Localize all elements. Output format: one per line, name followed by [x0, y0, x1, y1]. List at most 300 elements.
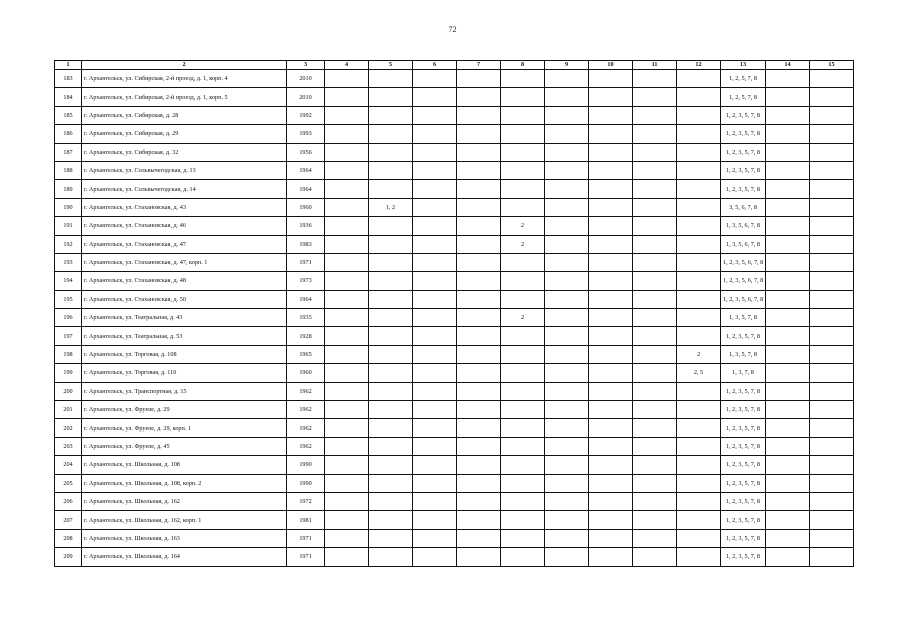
col-8-cell: [501, 125, 545, 143]
col-12-cell: [677, 382, 721, 400]
table-row: [55, 88, 854, 106]
col-10-cell: [589, 529, 633, 547]
table-row: [55, 364, 854, 382]
col-13-cell: 1, 3, 7, 8: [721, 364, 766, 382]
col-13-cell: 3, 5, 6, 7, 8: [721, 198, 766, 216]
row-number-cell: 183: [55, 70, 82, 88]
col-10-cell: [589, 382, 633, 400]
col-5-cell: [369, 548, 413, 566]
year-cell: 1971: [287, 548, 325, 566]
address-cell: г. Архангельск, ул. Транспортная, д. 15: [82, 382, 287, 400]
col-15-cell: [810, 437, 854, 455]
col-8-cell: [501, 290, 545, 308]
col-6-cell: [413, 529, 457, 547]
col-4-cell: [325, 364, 369, 382]
row-number-cell: 188: [55, 161, 82, 179]
col-9-cell: [545, 382, 589, 400]
col-12-cell: [677, 419, 721, 437]
address-cell: г. Архангельск, ул. Торговая, д. 110: [82, 364, 287, 382]
col-6-cell: [413, 198, 457, 216]
year-cell: 1973: [287, 272, 325, 290]
row-number-cell: 186: [55, 125, 82, 143]
address-cell: г. Архангельск, ул. Стахановская, д. 48: [82, 272, 287, 290]
col-5-cell: [369, 529, 413, 547]
table-row: [55, 548, 854, 566]
col-13-cell: 1, 2, 3, 5, 7, 8: [721, 161, 766, 179]
col-4-cell: [325, 511, 369, 529]
col-6-cell: [413, 548, 457, 566]
col-12-cell: 2: [677, 345, 721, 363]
table-body: [55, 70, 854, 567]
col-7-cell: [457, 419, 501, 437]
row-number-cell: 192: [55, 235, 82, 253]
col-15-cell: [810, 106, 854, 124]
col-7-cell: [457, 180, 501, 198]
row-number-cell: 194: [55, 272, 82, 290]
col-15-cell: [810, 161, 854, 179]
col-4-cell: [325, 382, 369, 400]
row-number-cell: 203: [55, 437, 82, 455]
col-14-cell: [766, 143, 810, 161]
col-12-cell: [677, 511, 721, 529]
col-10-cell: [589, 143, 633, 161]
col-11-cell: [633, 125, 677, 143]
col-6-cell: [413, 327, 457, 345]
col-4-cell: [325, 345, 369, 363]
col-9-cell: [545, 272, 589, 290]
col-14-cell: [766, 345, 810, 363]
year-cell: 1971: [287, 253, 325, 271]
row-number-cell: 207: [55, 511, 82, 529]
table-row: [55, 437, 854, 455]
col-8-cell: [501, 511, 545, 529]
col-9-cell: [545, 492, 589, 510]
col-11-cell: [633, 529, 677, 547]
col-12-cell: [677, 253, 721, 271]
col-10-cell: [589, 253, 633, 271]
col-4-cell: [325, 272, 369, 290]
year-cell: 1928: [287, 327, 325, 345]
col-13-cell: 1, 2, 3, 5, 7, 8: [721, 548, 766, 566]
header-row: [55, 61, 854, 70]
col-7-cell: [457, 474, 501, 492]
address-cell: г. Архангельск, ул. Театральная, д. 53: [82, 327, 287, 345]
row-number-cell: 206: [55, 492, 82, 510]
col-8-cell: 2: [501, 235, 545, 253]
col-14-cell: [766, 401, 810, 419]
col-7-cell: [457, 217, 501, 235]
col-13-cell: 1, 2, 3, 5, 7, 8: [721, 419, 766, 437]
column-header-12: 12: [677, 61, 721, 70]
col-8-cell: 2: [501, 309, 545, 327]
year-cell: 1960: [287, 364, 325, 382]
col-9-cell: [545, 217, 589, 235]
col-6-cell: [413, 437, 457, 455]
col-15-cell: [810, 511, 854, 529]
col-11-cell: [633, 345, 677, 363]
col-6-cell: [413, 70, 457, 88]
column-header-5: 5: [369, 61, 413, 70]
address-cell: г. Архангельск, ул. Школьная, д. 162, корп. 1: [82, 511, 287, 529]
table-row: [55, 309, 854, 327]
col-14-cell: [766, 290, 810, 308]
col-10-cell: [589, 419, 633, 437]
col-4-cell: [325, 456, 369, 474]
col-8-cell: [501, 548, 545, 566]
column-header-14: 14: [766, 61, 810, 70]
col-9-cell: [545, 511, 589, 529]
col-14-cell: [766, 88, 810, 106]
table-row: [55, 401, 854, 419]
col-7-cell: [457, 437, 501, 455]
col-5-cell: [369, 511, 413, 529]
col-12-cell: [677, 106, 721, 124]
col-11-cell: [633, 217, 677, 235]
year-cell: 1962: [287, 382, 325, 400]
col-12-cell: [677, 217, 721, 235]
year-cell: 1983: [287, 235, 325, 253]
col-14-cell: [766, 253, 810, 271]
col-6-cell: [413, 345, 457, 363]
column-header-13: 13: [721, 61, 766, 70]
col-14-cell: [766, 161, 810, 179]
col-10-cell: [589, 437, 633, 455]
address-cell: г. Архангельск, ул. Сибирская, 2-й проезд, д. 1, корп. 4: [82, 70, 287, 88]
col-15-cell: [810, 456, 854, 474]
table-row: [55, 290, 854, 308]
column-header-8: 8: [501, 61, 545, 70]
col-6-cell: [413, 511, 457, 529]
col-14-cell: [766, 474, 810, 492]
col-6-cell: [413, 382, 457, 400]
year-cell: 1990: [287, 456, 325, 474]
col-5-cell: [369, 143, 413, 161]
address-cell: г. Архангельск, ул. Торговая, д. 108: [82, 345, 287, 363]
col-9-cell: [545, 419, 589, 437]
col-8-cell: [501, 382, 545, 400]
col-12-cell: [677, 143, 721, 161]
table-row: [55, 529, 854, 547]
table-row: [55, 382, 854, 400]
col-12-cell: [677, 474, 721, 492]
col-7-cell: [457, 253, 501, 271]
col-8-cell: [501, 253, 545, 271]
col-8-cell: [501, 143, 545, 161]
col-7-cell: [457, 88, 501, 106]
year-cell: 1964: [287, 290, 325, 308]
col-8-cell: [501, 474, 545, 492]
col-13-cell: 1, 2, 3, 5, 7, 8: [721, 382, 766, 400]
address-cell: г. Архангельск, ул. Фрунзе, д. 29: [82, 401, 287, 419]
row-number-cell: 205: [55, 474, 82, 492]
column-header-1: 1: [55, 61, 82, 70]
col-14-cell: [766, 327, 810, 345]
col-9-cell: [545, 345, 589, 363]
col-12-cell: [677, 161, 721, 179]
col-13-cell: 1, 2, 5, 7, 8: [721, 88, 766, 106]
table-row: [55, 419, 854, 437]
address-cell: г. Архангельск, ул. Фрунзе, д. 45: [82, 437, 287, 455]
col-8-cell: [501, 106, 545, 124]
col-15-cell: [810, 382, 854, 400]
row-number-cell: 196: [55, 309, 82, 327]
col-5-cell: [369, 235, 413, 253]
col-12-cell: [677, 198, 721, 216]
col-5-cell: [369, 456, 413, 474]
col-7-cell: [457, 492, 501, 510]
col-11-cell: [633, 548, 677, 566]
col-6-cell: [413, 290, 457, 308]
col-5-cell: [369, 253, 413, 271]
col-15-cell: [810, 272, 854, 290]
col-11-cell: [633, 309, 677, 327]
col-9-cell: [545, 529, 589, 547]
year-cell: 1981: [287, 511, 325, 529]
col-12-cell: [677, 235, 721, 253]
year-cell: 1935: [287, 309, 325, 327]
col-6-cell: [413, 180, 457, 198]
col-15-cell: [810, 419, 854, 437]
col-6-cell: [413, 217, 457, 235]
row-number-cell: 208: [55, 529, 82, 547]
col-12-cell: [677, 88, 721, 106]
col-8-cell: [501, 345, 545, 363]
col-5-cell: [369, 364, 413, 382]
column-header-6: 6: [413, 61, 457, 70]
col-13-cell: 1, 2, 3, 5, 6, 7, 8: [721, 272, 766, 290]
table-row: [55, 235, 854, 253]
year-cell: 1936: [287, 217, 325, 235]
col-6-cell: [413, 474, 457, 492]
col-4-cell: [325, 419, 369, 437]
col-9-cell: [545, 474, 589, 492]
col-15-cell: [810, 474, 854, 492]
col-11-cell: [633, 70, 677, 88]
col-15-cell: [810, 492, 854, 510]
col-12-cell: [677, 456, 721, 474]
col-4-cell: [325, 474, 369, 492]
col-10-cell: [589, 401, 633, 419]
year-cell: 1990: [287, 474, 325, 492]
col-12-cell: [677, 309, 721, 327]
col-9-cell: [545, 401, 589, 419]
col-15-cell: [810, 180, 854, 198]
col-10-cell: [589, 106, 633, 124]
col-4-cell: [325, 125, 369, 143]
col-9-cell: [545, 106, 589, 124]
col-6-cell: [413, 143, 457, 161]
col-9-cell: [545, 309, 589, 327]
col-6-cell: [413, 272, 457, 290]
col-7-cell: [457, 143, 501, 161]
col-14-cell: [766, 456, 810, 474]
col-13-cell: 1, 2, 3, 5, 7, 8: [721, 180, 766, 198]
row-number-cell: 189: [55, 180, 82, 198]
col-13-cell: 1, 2, 3, 5, 7, 8: [721, 125, 766, 143]
col-13-cell: 1, 2, 3, 5, 7, 8: [721, 529, 766, 547]
row-number-cell: 187: [55, 143, 82, 161]
table-row: [55, 106, 854, 124]
col-8-cell: [501, 70, 545, 88]
row-number-cell: 209: [55, 548, 82, 566]
col-4-cell: [325, 327, 369, 345]
col-6-cell: [413, 456, 457, 474]
table-row: [55, 253, 854, 271]
address-cell: г. Архангельск, ул. Сибирская, 2-й проезд, д. 1, корп. 5: [82, 88, 287, 106]
col-9-cell: [545, 125, 589, 143]
col-10-cell: [589, 309, 633, 327]
col-4-cell: [325, 143, 369, 161]
col-4-cell: [325, 253, 369, 271]
col-5-cell: [369, 492, 413, 510]
table-row: [55, 125, 854, 143]
col-6-cell: [413, 419, 457, 437]
col-11-cell: [633, 456, 677, 474]
col-12-cell: [677, 529, 721, 547]
col-7-cell: [457, 125, 501, 143]
column-header-7: 7: [457, 61, 501, 70]
year-cell: 1993: [287, 125, 325, 143]
col-11-cell: [633, 382, 677, 400]
col-9-cell: [545, 253, 589, 271]
col-10-cell: [589, 290, 633, 308]
col-14-cell: [766, 70, 810, 88]
col-11-cell: [633, 106, 677, 124]
col-9-cell: [545, 161, 589, 179]
year-cell: 1965: [287, 345, 325, 363]
col-15-cell: [810, 290, 854, 308]
col-13-cell: 1, 2, 3, 5, 7, 8: [721, 437, 766, 455]
col-8-cell: [501, 492, 545, 510]
col-7-cell: [457, 272, 501, 290]
year-cell: 1962: [287, 419, 325, 437]
row-number-cell: 199: [55, 364, 82, 382]
column-header-15: 15: [810, 61, 854, 70]
col-6-cell: [413, 309, 457, 327]
year-cell: 1956: [287, 143, 325, 161]
col-6-cell: [413, 161, 457, 179]
col-8-cell: [501, 437, 545, 455]
address-cell: г. Архангельск, ул. Театральная, д. 43: [82, 309, 287, 327]
col-11-cell: [633, 419, 677, 437]
col-11-cell: [633, 143, 677, 161]
col-5-cell: [369, 345, 413, 363]
address-cell: г. Архангельск, ул. Сольвычегодская, д. 14: [82, 180, 287, 198]
col-15-cell: [810, 529, 854, 547]
column-header-3: 3: [287, 61, 325, 70]
year-cell: 1962: [287, 401, 325, 419]
col-9-cell: [545, 327, 589, 345]
col-13-cell: 1, 2, 3, 5, 7, 8: [721, 474, 766, 492]
col-14-cell: [766, 272, 810, 290]
col-8-cell: [501, 364, 545, 382]
col-4-cell: [325, 198, 369, 216]
col-7-cell: [457, 309, 501, 327]
col-5-cell: [369, 70, 413, 88]
col-11-cell: [633, 437, 677, 455]
col-4-cell: [325, 437, 369, 455]
col-4-cell: [325, 106, 369, 124]
col-4-cell: [325, 70, 369, 88]
address-cell: г. Архангельск, ул. Школьная, д. 163: [82, 529, 287, 547]
col-12-cell: [677, 437, 721, 455]
col-4-cell: [325, 529, 369, 547]
col-5-cell: [369, 180, 413, 198]
col-15-cell: [810, 143, 854, 161]
col-7-cell: [457, 511, 501, 529]
col-15-cell: [810, 309, 854, 327]
col-12-cell: [677, 401, 721, 419]
col-13-cell: 1, 2, 3, 5, 7, 8: [721, 106, 766, 124]
year-cell: 1972: [287, 492, 325, 510]
col-13-cell: 1, 3, 5, 6, 7, 8: [721, 235, 766, 253]
col-5-cell: 1, 2: [369, 198, 413, 216]
col-11-cell: [633, 253, 677, 271]
year-cell: 1960: [287, 198, 325, 216]
col-5-cell: [369, 161, 413, 179]
col-15-cell: [810, 198, 854, 216]
col-6-cell: [413, 401, 457, 419]
col-14-cell: [766, 511, 810, 529]
col-6-cell: [413, 106, 457, 124]
col-6-cell: [413, 125, 457, 143]
col-11-cell: [633, 290, 677, 308]
col-10-cell: [589, 217, 633, 235]
table-row: [55, 511, 854, 529]
table-row: [55, 327, 854, 345]
col-14-cell: [766, 198, 810, 216]
col-14-cell: [766, 217, 810, 235]
col-4-cell: [325, 290, 369, 308]
col-8-cell: [501, 327, 545, 345]
col-5-cell: [369, 88, 413, 106]
col-5-cell: [369, 382, 413, 400]
col-9-cell: [545, 70, 589, 88]
col-10-cell: [589, 180, 633, 198]
col-7-cell: [457, 456, 501, 474]
col-14-cell: [766, 309, 810, 327]
col-5-cell: [369, 474, 413, 492]
table-row: [55, 345, 854, 363]
table-row: [55, 70, 854, 88]
col-15-cell: [810, 327, 854, 345]
col-9-cell: [545, 143, 589, 161]
year-cell: 2010: [287, 88, 325, 106]
table-row: [55, 161, 854, 179]
col-13-cell: 1, 2, 5, 7, 8: [721, 70, 766, 88]
row-number-cell: 190: [55, 198, 82, 216]
col-7-cell: [457, 401, 501, 419]
col-10-cell: [589, 235, 633, 253]
col-5-cell: [369, 309, 413, 327]
col-8-cell: [501, 180, 545, 198]
col-6-cell: [413, 88, 457, 106]
address-cell: г. Архангельск, ул. Школьная, д. 108: [82, 456, 287, 474]
col-6-cell: [413, 364, 457, 382]
col-13-cell: 1, 2, 3, 5, 7, 8: [721, 327, 766, 345]
address-cell: г. Архангельск, ул. Стахановская, д. 43: [82, 198, 287, 216]
col-9-cell: [545, 88, 589, 106]
col-15-cell: [810, 235, 854, 253]
col-11-cell: [633, 474, 677, 492]
col-14-cell: [766, 364, 810, 382]
col-10-cell: [589, 474, 633, 492]
column-header-4: 4: [325, 61, 369, 70]
col-12-cell: [677, 290, 721, 308]
table-row: [55, 143, 854, 161]
col-4-cell: [325, 217, 369, 235]
col-6-cell: [413, 253, 457, 271]
